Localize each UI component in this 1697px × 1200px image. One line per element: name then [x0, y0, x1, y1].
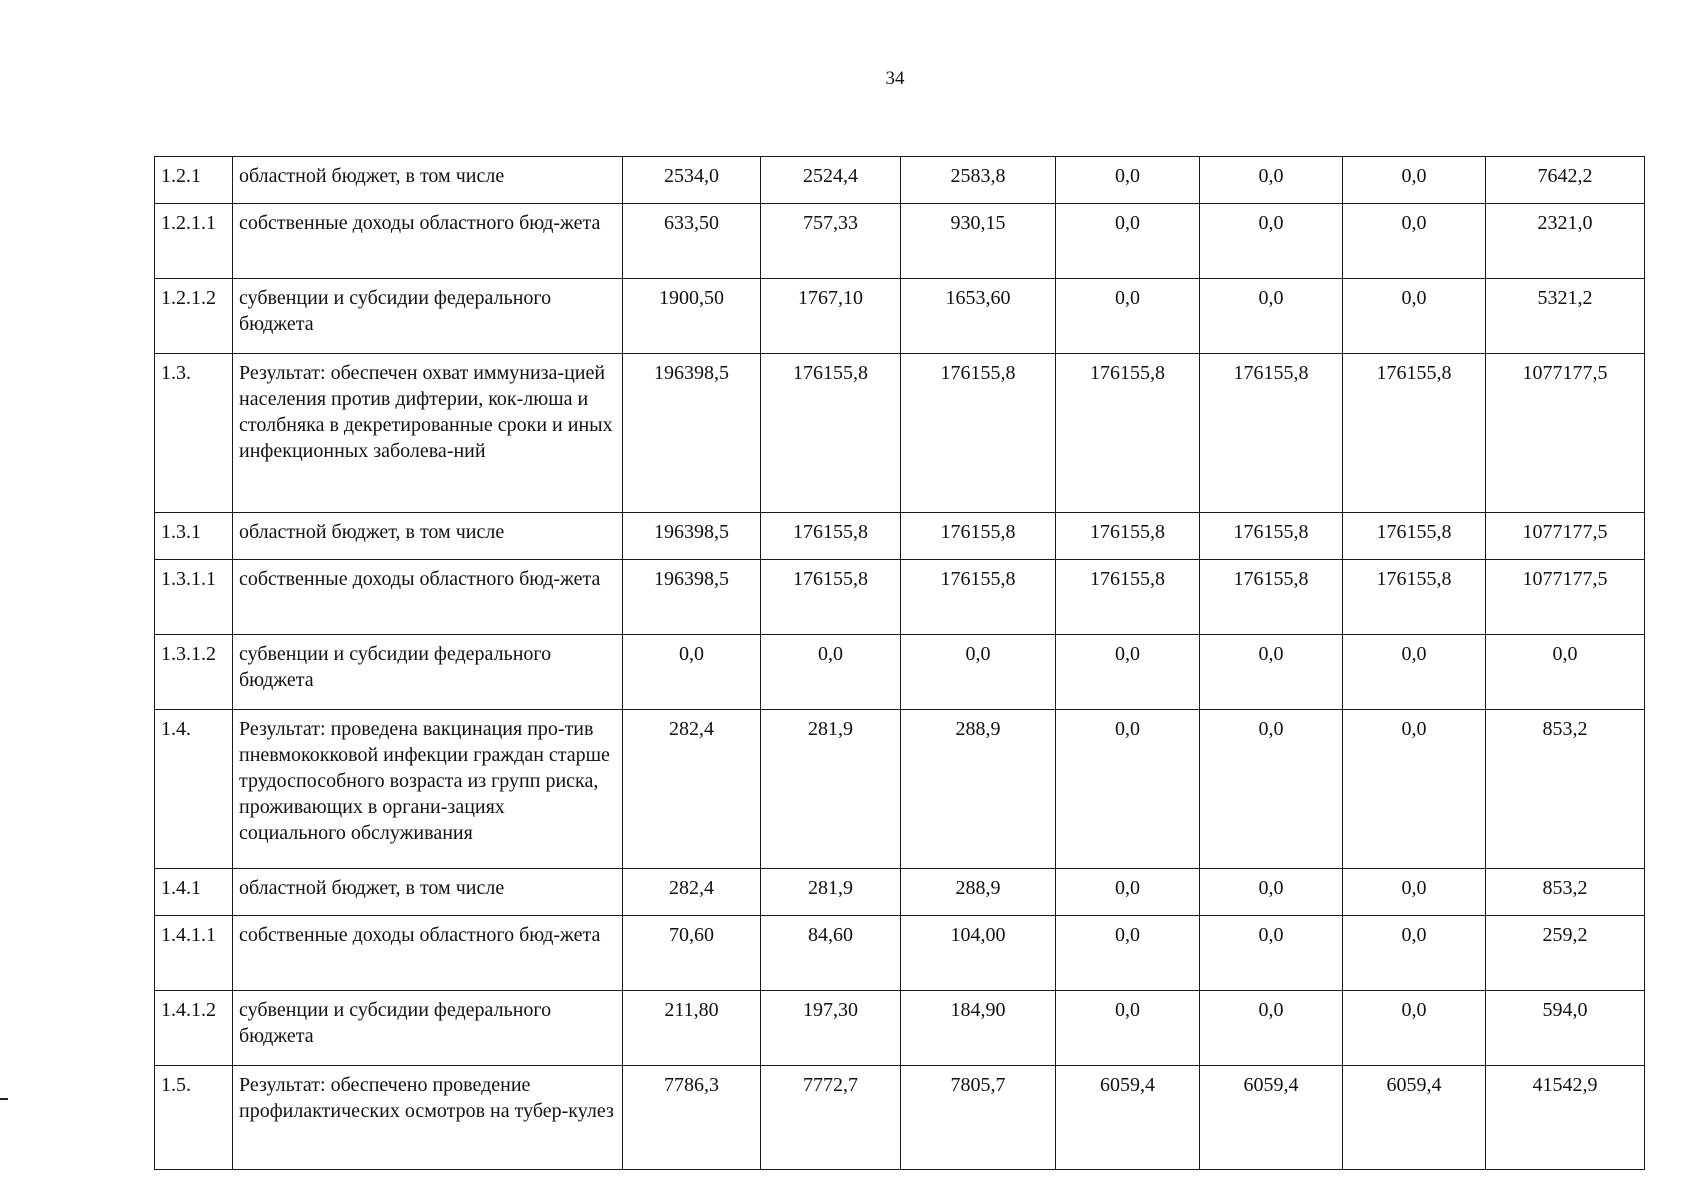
value-cell: 633,50 — [623, 204, 761, 279]
value-cell: 1653,60 — [901, 279, 1056, 354]
value-cell: 176155,8 — [1056, 560, 1200, 635]
value-cell: 282,4 — [623, 869, 761, 916]
table-row — [155, 710, 1645, 869]
value-cell: 282,4 — [623, 710, 761, 869]
value-cell: 2583,8 — [901, 157, 1056, 204]
budget-table — [154, 156, 1645, 1170]
total-cell: 7642,2 — [1486, 157, 1645, 204]
value-cell: 281,9 — [761, 710, 901, 869]
value-cell: 7805,7 — [901, 1066, 1056, 1170]
value-cell: 0,0 — [1056, 204, 1200, 279]
value-cell: 176155,8 — [1343, 560, 1486, 635]
value-cell: 6059,4 — [1343, 1066, 1486, 1170]
total-cell: 1077177,5 — [1486, 513, 1645, 560]
value-cell: 70,60 — [623, 916, 761, 991]
value-cell: 0,0 — [1200, 157, 1343, 204]
page-number: 34 — [885, 68, 905, 89]
row-name: собственные доходы областного бюд-жета — [233, 916, 623, 991]
value-cell: 6059,4 — [1056, 1066, 1200, 1170]
value-cell: 0,0 — [761, 635, 901, 710]
row-code: 1.3.1 — [155, 513, 233, 560]
value-cell: 0,0 — [1056, 157, 1200, 204]
table-row — [155, 1066, 1645, 1170]
row-code: 1.3. — [155, 354, 233, 513]
table-row — [155, 157, 1645, 204]
row-name: субвенции и субсидии федерального бюджета — [233, 635, 623, 710]
value-cell: 0,0 — [1343, 710, 1486, 869]
value-cell: 176155,8 — [761, 354, 901, 513]
row-code: 1.4.1.1 — [155, 916, 233, 991]
value-cell: 176155,8 — [1056, 513, 1200, 560]
row-name: субвенции и субсидии федерального бюджета — [233, 279, 623, 354]
value-cell: 104,00 — [901, 916, 1056, 991]
value-cell: 196398,5 — [623, 513, 761, 560]
value-cell: 0,0 — [1343, 916, 1486, 991]
value-cell: 176155,8 — [901, 513, 1056, 560]
row-code: 1.4.1 — [155, 869, 233, 916]
value-cell: 176155,8 — [1200, 560, 1343, 635]
row-code: 1.3.1.1 — [155, 560, 233, 635]
value-cell: 176155,8 — [1200, 513, 1343, 560]
value-cell: 176155,8 — [761, 513, 901, 560]
total-cell: 5321,2 — [1486, 279, 1645, 354]
row-name: субвенции и субсидии федерального бюджета — [233, 991, 623, 1066]
value-cell: 184,90 — [901, 991, 1056, 1066]
value-cell: 288,9 — [901, 710, 1056, 869]
row-name: областной бюджет, в том числе — [233, 869, 623, 916]
table-row — [155, 354, 1645, 513]
value-cell: 196398,5 — [623, 560, 761, 635]
value-cell: 0,0 — [1056, 916, 1200, 991]
value-cell: 197,30 — [761, 991, 901, 1066]
total-cell: 1077177,5 — [1486, 354, 1645, 513]
value-cell: 1767,10 — [761, 279, 901, 354]
row-name: областной бюджет, в том числе — [233, 157, 623, 204]
value-cell: 0,0 — [1343, 869, 1486, 916]
row-name: Результат: проведена вакцинация про-тив пневмококковой инфекции граждан старше трудоспособного возраста из групп риска, проживающих в органи-зациях социального обслуживания — [233, 710, 623, 869]
value-cell: 0,0 — [1343, 157, 1486, 204]
table-row — [155, 991, 1645, 1066]
value-cell: 7772,7 — [761, 1066, 901, 1170]
value-cell: 176155,8 — [1056, 354, 1200, 513]
row-name: Результат: обеспечен охват иммуниза-цией населения против дифтерии, кок-люша и столбняка в декретированные сроки и иных инфекционных заболева-ний — [233, 354, 623, 513]
value-cell: 6059,4 — [1200, 1066, 1343, 1170]
table-row — [155, 279, 1645, 354]
table-row — [155, 916, 1645, 991]
row-name: собственные доходы областного бюд-жета — [233, 204, 623, 279]
row-code: 1.2.1 — [155, 157, 233, 204]
total-cell: 41542,9 — [1486, 1066, 1645, 1170]
row-code: 1.2.1.2 — [155, 279, 233, 354]
value-cell: 0,0 — [1200, 991, 1343, 1066]
total-cell: 594,0 — [1486, 991, 1645, 1066]
value-cell: 288,9 — [901, 869, 1056, 916]
value-cell: 0,0 — [1056, 635, 1200, 710]
row-name: Результат: обеспечено проведение профилактических осмотров на тубер-кулез — [233, 1066, 623, 1170]
value-cell: 176155,8 — [1200, 354, 1343, 513]
value-cell: 2534,0 — [623, 157, 761, 204]
value-cell: 176155,8 — [1343, 513, 1486, 560]
value-cell: 0,0 — [1200, 204, 1343, 279]
value-cell: 0,0 — [1056, 279, 1200, 354]
value-cell: 176155,8 — [761, 560, 901, 635]
value-cell: 2524,4 — [761, 157, 901, 204]
total-cell: 0,0 — [1486, 635, 1645, 710]
table-row — [155, 560, 1645, 635]
value-cell: 7786,3 — [623, 1066, 761, 1170]
value-cell: 0,0 — [1343, 204, 1486, 279]
value-cell: 930,15 — [901, 204, 1056, 279]
row-code: 1.4. — [155, 710, 233, 869]
value-cell: 0,0 — [1200, 279, 1343, 354]
table-row — [155, 204, 1645, 279]
total-cell: 259,2 — [1486, 916, 1645, 991]
row-code: 1.4.1.2 — [155, 991, 233, 1066]
value-cell: 757,33 — [761, 204, 901, 279]
value-cell: 84,60 — [761, 916, 901, 991]
total-cell: 853,2 — [1486, 710, 1645, 869]
table-row — [155, 513, 1645, 560]
row-code: 1.2.1.1 — [155, 204, 233, 279]
value-cell: 0,0 — [1200, 916, 1343, 991]
value-cell: 0,0 — [901, 635, 1056, 710]
value-cell: 0,0 — [1343, 635, 1486, 710]
value-cell: 0,0 — [1200, 869, 1343, 916]
value-cell: 0,0 — [1200, 710, 1343, 869]
value-cell: 211,80 — [623, 991, 761, 1066]
row-name: областной бюджет, в том числе — [233, 513, 623, 560]
value-cell: 0,0 — [1056, 869, 1200, 916]
value-cell: 1900,50 — [623, 279, 761, 354]
total-cell: 2321,0 — [1486, 204, 1645, 279]
value-cell: 0,0 — [1056, 991, 1200, 1066]
value-cell: 281,9 — [761, 869, 901, 916]
row-code: 1.5. — [155, 1066, 233, 1170]
value-cell: 0,0 — [1200, 635, 1343, 710]
value-cell: 0,0 — [1343, 991, 1486, 1066]
table-row — [155, 635, 1645, 710]
value-cell: 196398,5 — [623, 354, 761, 513]
value-cell: 176155,8 — [1343, 354, 1486, 513]
margin-mark — [0, 1098, 8, 1100]
row-code: 1.3.1.2 — [155, 635, 233, 710]
total-cell: 1077177,5 — [1486, 560, 1645, 635]
table-row — [155, 869, 1645, 916]
total-cell: 853,2 — [1486, 869, 1645, 916]
value-cell: 176155,8 — [901, 354, 1056, 513]
value-cell: 176155,8 — [901, 560, 1056, 635]
value-cell: 0,0 — [623, 635, 761, 710]
value-cell: 0,0 — [1343, 279, 1486, 354]
value-cell: 0,0 — [1056, 710, 1200, 869]
row-name: собственные доходы областного бюд-жета — [233, 560, 623, 635]
